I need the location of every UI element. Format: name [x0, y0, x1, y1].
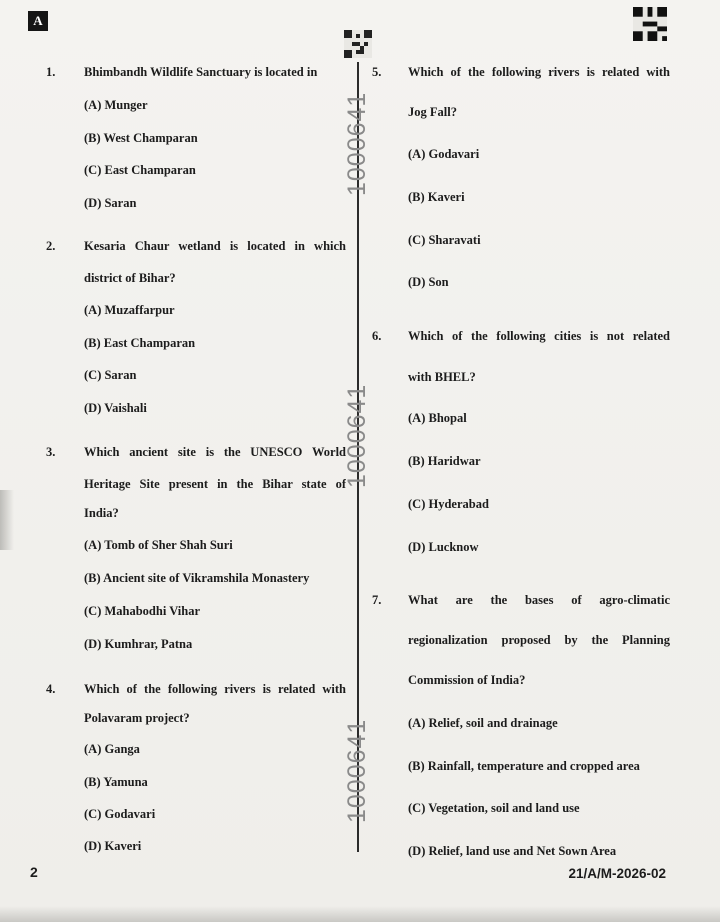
question-number: 7.	[372, 593, 382, 607]
paper-code: 21/A/M-2026-02	[568, 866, 666, 881]
option-d: (D) Son	[408, 275, 449, 289]
question-text: with BHEL?	[408, 370, 476, 384]
option-b: (B) East Champaran	[84, 336, 196, 350]
question-text: Polavaram project?	[84, 711, 190, 725]
option-a: (A) Godavari	[408, 147, 480, 161]
option-b: (B) Kaveri	[408, 190, 465, 204]
page-number: 2	[30, 864, 38, 880]
question-text: Which ancient site is the UNESCO World	[84, 445, 346, 459]
option-d: (D) Lucknow	[408, 540, 479, 554]
question-text: Kesaria Chaur wetland is located in which	[84, 239, 346, 253]
option-c: (C) Vegetation, soil and land use	[408, 801, 580, 815]
question-text: Commission of India?	[408, 673, 526, 687]
option-c: (C) East Champaran	[84, 163, 196, 177]
question-number: 1.	[46, 65, 56, 79]
option-d: (D) Relief, land use and Net Sown Area	[408, 844, 617, 858]
option-c: (C) Mahabodhi Vihar	[84, 604, 200, 618]
option-c: (C) Hyderabad	[408, 497, 489, 511]
question-text: India?	[84, 506, 119, 520]
question-number: 5.	[372, 65, 382, 79]
question-text: Bhimbandh Wildlife Sanctuary is located in	[84, 65, 318, 79]
question-text: regionalization proposed by the Planning	[408, 633, 670, 647]
question-text: What are the bases of agro-climatic	[408, 593, 670, 607]
question-text: Heritage Site present in the Bihar state of	[84, 477, 346, 491]
question-number: 3.	[46, 445, 56, 459]
option-a: (A) Tomb of Sher Shah Suri	[84, 538, 233, 552]
question-text: Which of the following cities is not related	[408, 329, 670, 343]
option-c: (C) Saran	[84, 368, 137, 382]
option-a: (A) Relief, soil and drainage	[408, 716, 558, 730]
option-b: (B) Yamuna	[84, 775, 148, 789]
option-b: (B) West Champaran	[84, 131, 198, 145]
question-number: 2.	[46, 239, 56, 253]
option-a: (A) Munger	[84, 98, 148, 112]
option-a: (A) Ganga	[84, 742, 140, 756]
question-number: 6.	[372, 329, 382, 343]
option-d: (D) Vaishali	[84, 401, 147, 415]
option-b: (B) Haridwar	[408, 454, 481, 468]
watermark: 1000641	[343, 91, 371, 196]
option-a: (A) Muzaffarpur	[84, 303, 175, 317]
option-c: (C) Godavari	[84, 807, 156, 821]
option-d: (D) Saran	[84, 196, 137, 210]
option-b: (B) Rainfall, temperature and cropped area	[408, 759, 640, 773]
scan-edge-shadow	[0, 490, 14, 550]
option-d: (D) Kaveri	[84, 839, 142, 853]
option-c: (C) Sharavati	[408, 233, 481, 247]
question-text: Which of the following rivers is related with	[408, 65, 670, 79]
watermark: 1000641	[343, 718, 371, 823]
option-d: (D) Kumhrar, Patna	[84, 637, 193, 651]
qr-code-icon	[344, 30, 372, 58]
question-text: Jog Fall?	[408, 105, 457, 119]
qr-code-icon	[633, 7, 667, 41]
question-number: 4.	[46, 682, 56, 696]
watermark: 1000641	[343, 383, 371, 488]
option-a: (A) Bhopal	[408, 411, 467, 425]
option-b: (B) Ancient site of Vikramshila Monastery	[84, 571, 310, 585]
question-text: district of Bihar?	[84, 271, 176, 285]
scan-bottom-shadow	[0, 906, 720, 922]
set-badge: A	[28, 11, 48, 31]
question-text: Which of the following rivers is related with	[84, 682, 346, 696]
